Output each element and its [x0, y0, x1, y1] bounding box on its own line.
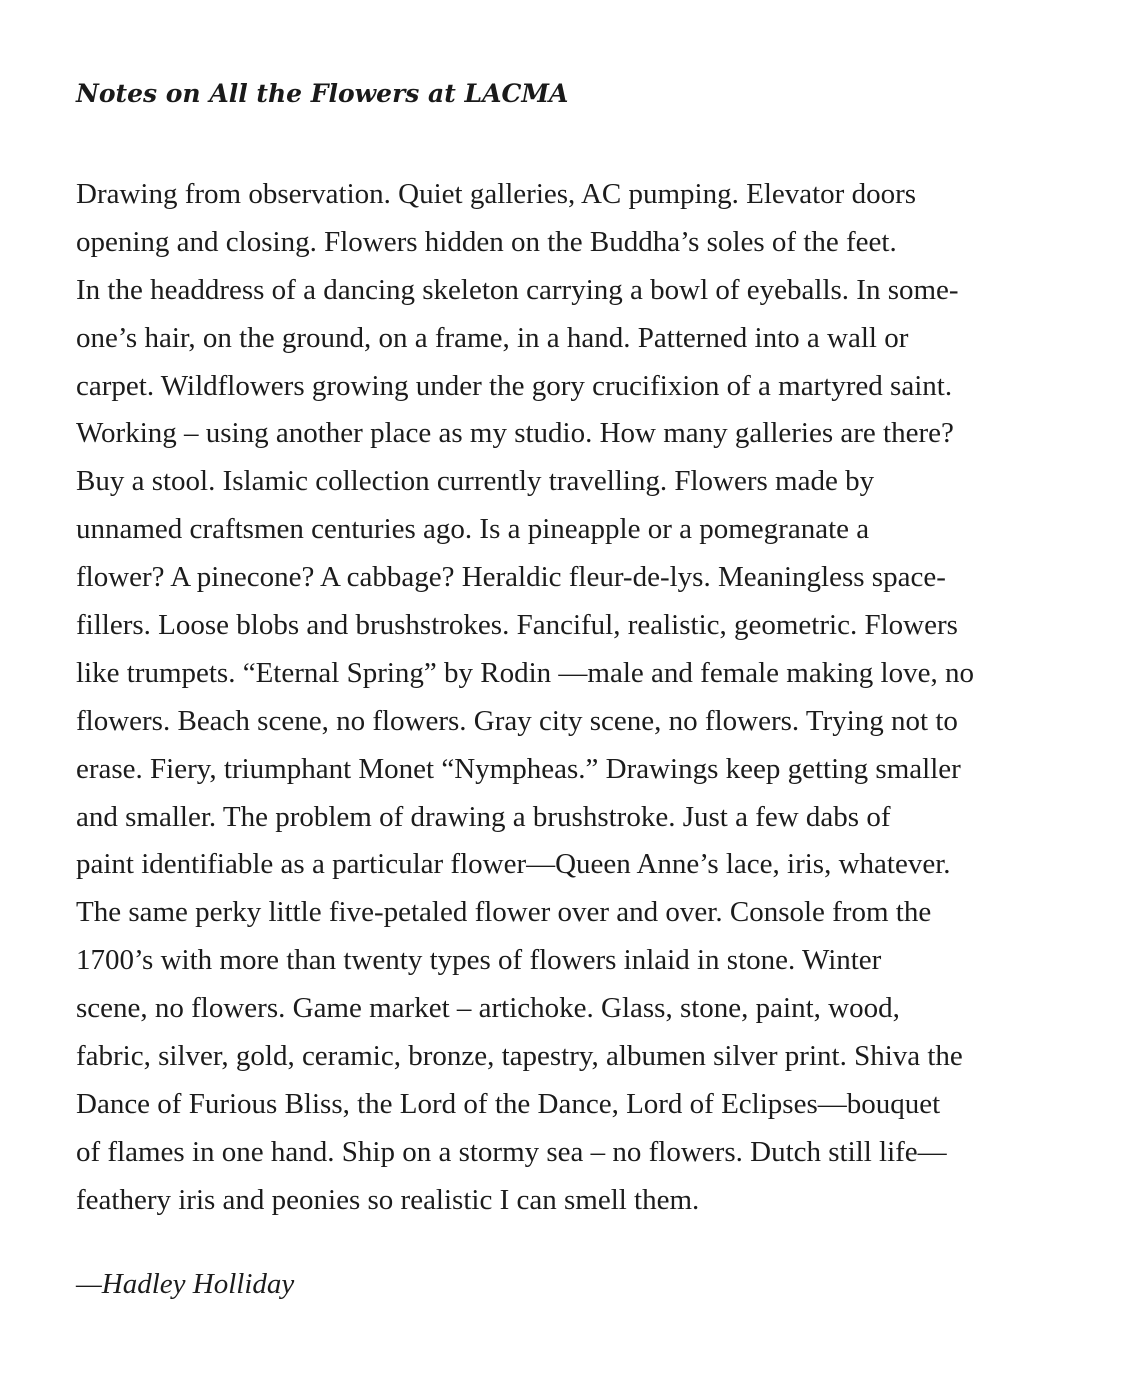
poem-line: like trumpets. “Eternal Spring” by Rodin —male and female making love, no — [76, 656, 974, 689]
poem-line: The same perky little five-petaled flower over and over. Console from the — [76, 896, 932, 929]
poem-line: opening and closing. Flowers hidden on the Buddha’s soles of the feet. — [76, 225, 897, 258]
poem-line: Working – using another place as my studio. How many galleries are there? — [76, 417, 954, 450]
poem-line: carpet. Wildflowers growing under the gory crucifixion of a martyred saint. — [76, 369, 953, 402]
poem-line: 1700’s with more than twenty types of flowers inlaid in stone. Winter — [76, 944, 882, 977]
poem-body — [76, 171, 1076, 1225]
poem-line: flowers. Beach scene, no flowers. Gray city scene, no flowers. Trying not to — [76, 704, 958, 737]
poem-line: unnamed craftsmen centuries ago. Is a pineapple or a pomegranate a — [76, 513, 870, 546]
poem-line: fillers. Loose blobs and brushstrokes. Fanciful, realistic, geometric. Flowers — [76, 609, 958, 642]
poem-line: one’s hair, on the ground, on a frame, in a hand. Patterned into a wall or — [76, 321, 909, 354]
poem-line: Drawing from observation. Quiet galleries, AC pumping. Elevator doors — [76, 178, 917, 210]
poem-title: Notes on All the Flowers at LACMA — [76, 79, 569, 108]
poem-line: scene, no flowers. Game market – artichoke. Glass, stone, paint, wood, — [76, 992, 900, 1025]
poem-line: Dance of Furious Bliss, the Lord of the Dance, Lord of Eclipses—bouquet — [76, 1087, 941, 1120]
poem-line: of flames in one hand. Ship on a stormy sea – no flowers. Dutch still life— — [76, 1135, 947, 1168]
poem-line: fabric, silver, gold, ceramic, bronze, tapestry, albumen silver print. Shiva the — [76, 1040, 963, 1073]
poem-line: paint identifiable as a particular flower—Queen Anne’s lace, iris, whatever. — [76, 848, 951, 881]
poem-line: erase. Fiery, triumphant Monet “Nympheas.” Drawings keep getting smaller — [76, 752, 961, 785]
poem-line: Buy a stool. Islamic collection currently travelling. Flowers made by — [76, 465, 875, 498]
poem-line: In the headdress of a dancing skeleton carrying a bowl of eyeballs. In some- — [76, 273, 959, 306]
poem-line: and smaller. The problem of drawing a brushstroke. Just a few dabs of — [76, 800, 891, 833]
poem-line: flower? A pinecone? A cabbage? Heraldic fleur-de-lys. Meaningless space- — [76, 561, 946, 594]
poem-line: feathery iris and peonies so realistic I can smell them. — [76, 1183, 700, 1216]
author-signature: —Hadley Holliday — [76, 1268, 295, 1300]
